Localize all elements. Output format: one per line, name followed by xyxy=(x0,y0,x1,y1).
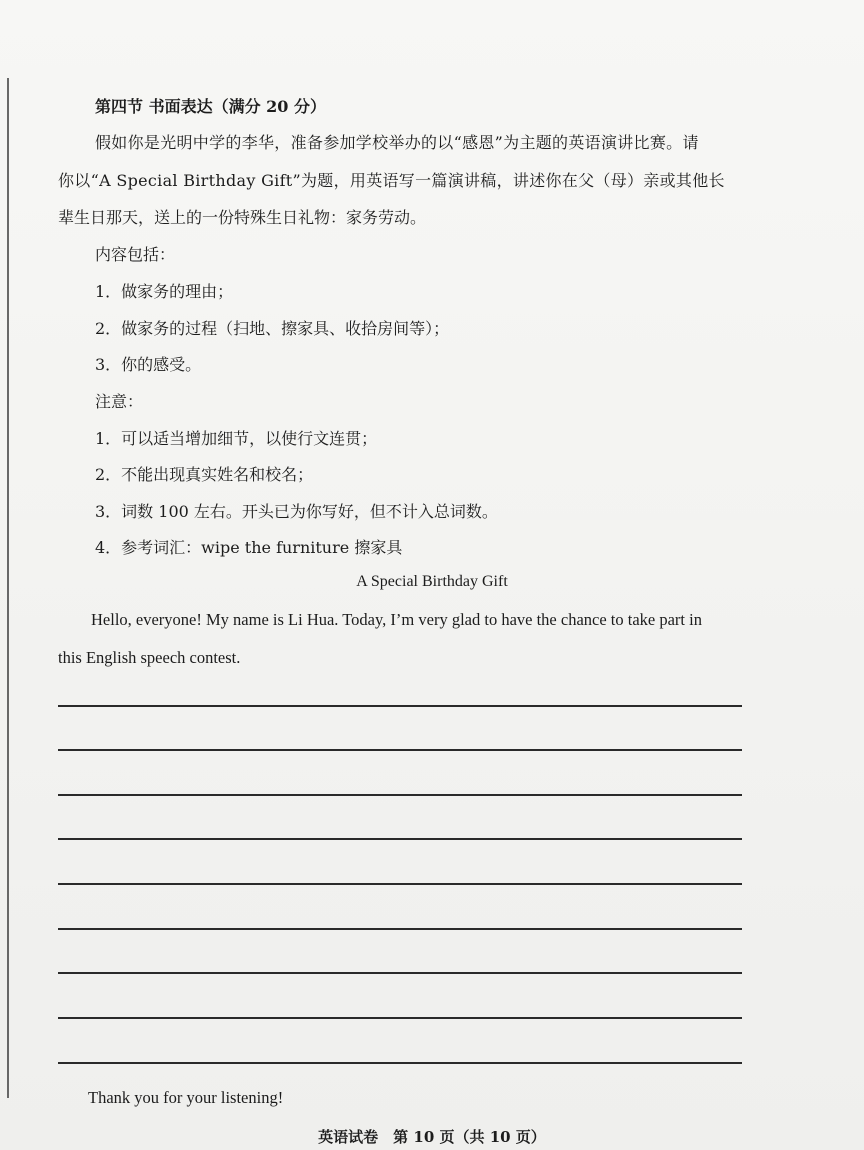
prompt-line-3: 辈生日那天，送上的一份特殊生日礼物：家务劳动。 xyxy=(58,208,427,227)
writing-line[interactable] xyxy=(58,928,742,930)
notes-label: 注意： xyxy=(95,392,144,411)
essay-title: A Special Birthday Gift xyxy=(356,573,508,590)
writing-line[interactable] xyxy=(58,972,742,974)
writing-line[interactable] xyxy=(58,883,742,885)
content-item-2: 2．做家务的过程（扫地、擦家具、收拾房间等）； xyxy=(95,319,450,338)
essay-opening-line-2: this English speech contest. xyxy=(58,648,241,667)
section-title: 第四节 书面表达（满分 20 分） xyxy=(95,97,326,116)
prompt-line-2: 你以“A Special Birthday Gift”为题，用英语写一篇演讲稿，讲述你在父（母）亲或其他长 xyxy=(58,171,725,190)
note-item-2: 2．不能出现真实姓名和校名； xyxy=(95,465,314,484)
note-item-1: 1．可以适当增加细节，以使行文连贯； xyxy=(95,429,378,448)
writing-line[interactable] xyxy=(58,1062,742,1064)
essay-closing: Thank you for your listening! xyxy=(88,1088,284,1107)
writing-line[interactable] xyxy=(58,1017,742,1019)
content-item-1: 1．做家务的理由； xyxy=(95,282,234,301)
writing-line[interactable] xyxy=(58,705,742,707)
essay-opening-line-1: Hello, everyone! My name is Li Hua. Today, I’m very glad to have the chance to take part in xyxy=(91,610,702,629)
content-item-3: 3．你的感受。 xyxy=(95,355,202,374)
note-item-4: 4．参考词汇：wipe the furniture 擦家具 xyxy=(95,538,403,557)
note-item-3: 3．词数 100 左右。开头已为你写好，但不计入总词数。 xyxy=(95,502,498,521)
writing-line[interactable] xyxy=(58,794,742,796)
writing-line[interactable] xyxy=(58,838,742,840)
page-footer: 英语试卷 第 10 页（共 10 页） xyxy=(318,1128,546,1146)
prompt-line-1: 假如你是光明中学的李华，准备参加学校举办的以“感恩”为主题的英语演讲比赛。请 xyxy=(95,133,699,152)
content-label: 内容包括： xyxy=(95,245,176,264)
writing-line[interactable] xyxy=(58,749,742,751)
